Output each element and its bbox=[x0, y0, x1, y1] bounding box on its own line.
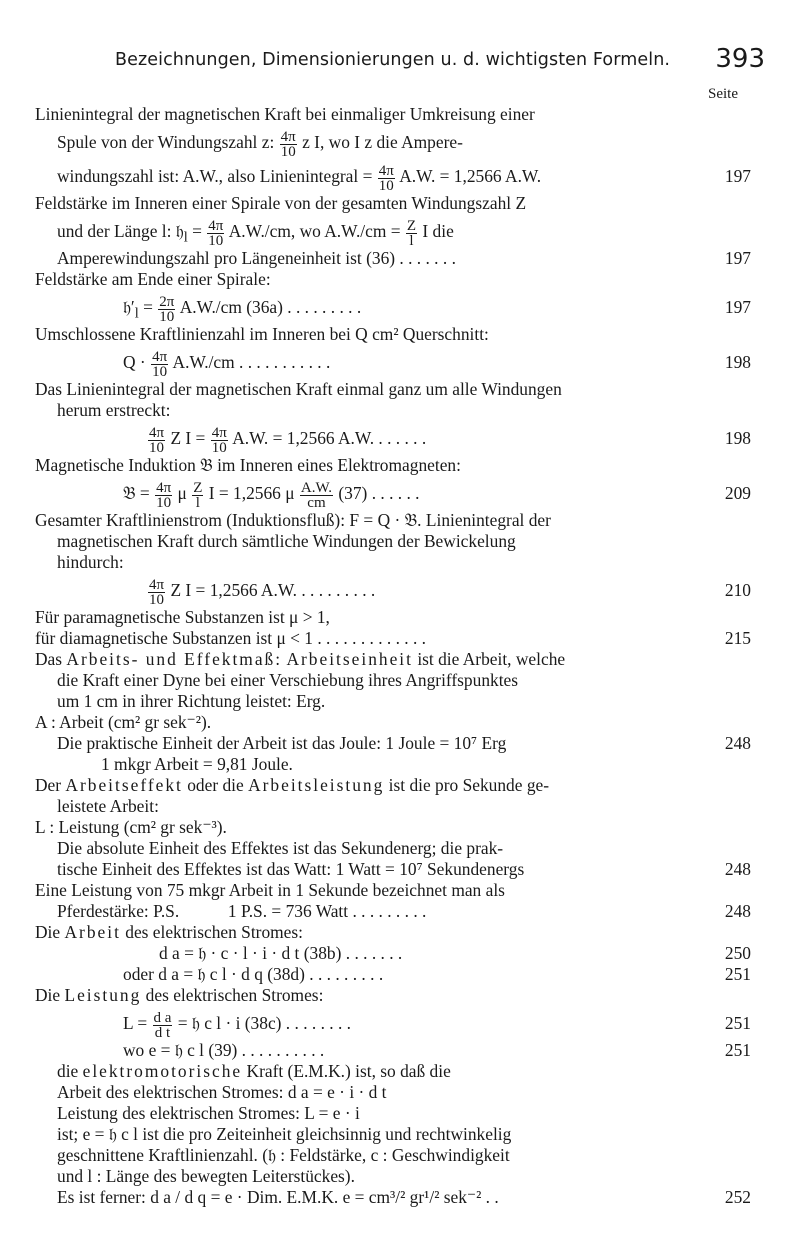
page-ref: 248 bbox=[724, 901, 751, 921]
text-line: und l : Länge des bewegten Leiterstückes). bbox=[57, 1166, 355, 1186]
fraction: $\frac{4\pi}{10}$ bbox=[211, 424, 227, 456]
text-line: und der Länge l: 𝔥$_l$ = $\frac{4\pi}{10}$ A.W./cm, wo A.W./cm = $\frac{Z}{l}$ I die bbox=[57, 217, 454, 249]
page-ref: 197 bbox=[724, 166, 751, 186]
entry-line: windungszahl ist: A.W., also Linienintegral = $\frac{4\pi}{10}$ A.W. = 1,2566 A.W. 197 bbox=[35, 159, 751, 193]
page-ref: 248 bbox=[724, 859, 751, 879]
text-line: die elektromotorische Kraft (E.M.K.) ist, so daß die bbox=[57, 1061, 451, 1081]
text-line: leistete Arbeit: bbox=[57, 796, 159, 816]
text-line: Eine Leistung von 75 mkgr Arbeit in 1 Sekunde bezeichnet man als bbox=[35, 880, 505, 900]
text-line: Der Arbeitseffekt oder die Arbeitsleistung ist die pro Sekunde ge- bbox=[35, 775, 550, 795]
page-ref: 198 bbox=[724, 352, 751, 372]
text-line: A : Arbeit (cm² gr sek⁻²). bbox=[35, 712, 212, 732]
fraction: $\frac{2\pi}{10}$ bbox=[159, 293, 175, 325]
text-line: L : Leistung (cm² gr sek⁻³). bbox=[35, 817, 227, 837]
page-ref: 198 bbox=[724, 428, 751, 448]
text-line: geschnittene Kraftlinienzahl. (𝔥 : Feldstärke, c : Geschwindigkeit bbox=[57, 1145, 510, 1165]
text-line: Die Leistung des elektrischen Stromes: bbox=[35, 985, 324, 1005]
page-ref: 197 bbox=[724, 297, 751, 317]
fraction: $\frac{4\pi}{10}$ bbox=[152, 348, 168, 380]
entry-line: Amperewindungszahl pro Längeneinheit ist (36) . . . . . . . 197 bbox=[57, 248, 751, 268]
entry-line: Die praktische Einheit der Arbeit ist das Joule: 1 Joule = 10⁷ Erg 248 bbox=[57, 733, 751, 753]
text-line: Feldstärke im Inneren einer Spirale von der gesamten Windungszahl Z bbox=[35, 193, 527, 213]
page-ref: 251 bbox=[724, 1040, 751, 1060]
text-line: Die absolute Einheit des Effektes ist das Sekundenerg; die prak- bbox=[57, 838, 504, 858]
entry-line: L = $\frac{\text{d a}}{\text{d t}}$ = 𝔥 c l · i (38c) . . . . . . . . 251 bbox=[35, 1006, 751, 1040]
page-ref: 252 bbox=[724, 1187, 751, 1207]
text-line: Spule von der Windungszahl z: $\frac{4\pi}{10}$ z I, wo I z die Ampere- bbox=[57, 128, 463, 160]
text-line: Linienintegral der magnetischen Kraft bei einmaliger Umkreisung einer bbox=[35, 104, 535, 124]
entry-line: für diamagnetische Substanzen ist μ < 1 . . . . . . . . . . . . . 215 bbox=[35, 628, 751, 648]
column-label: Seite bbox=[708, 86, 738, 102]
text-line: die Kraft einer Dyne bei einer Verschiebung ihres Angriffspunktes bbox=[57, 670, 519, 690]
page-ref: 215 bbox=[724, 628, 751, 648]
text-line: hindurch: bbox=[57, 552, 124, 572]
text-line: Für paramagnetische Substanzen ist μ > 1, bbox=[35, 607, 330, 627]
fraction: $\frac{A.W.}{cm}$ bbox=[300, 479, 333, 511]
entry-line: $𝔥'_l$ = $\frac{2\pi}{10}$ A.W./cm (36a) . . . . . . . . . 197 bbox=[35, 290, 751, 324]
fraction: $\frac{Z}{l}$ bbox=[406, 217, 417, 249]
fraction: $\frac{4\pi}{10}$ bbox=[378, 162, 394, 194]
text-line: Magnetische Induktion 𝔅 im Inneren eines Elektromagneten: bbox=[35, 455, 461, 475]
text-line: herum erstreckt: bbox=[57, 400, 171, 420]
text-line: Gesamter Kraftlinienstrom (Induktionsfluß): F = Q · 𝔅. Linienintegral der bbox=[35, 510, 551, 530]
formula-index bbox=[35, 104, 751, 1208]
page-ref: 197 bbox=[724, 248, 751, 268]
entry-line: tische Einheit des Effektes ist das Watt: 1 Watt = 10⁷ Sekundenergs 248 bbox=[57, 859, 751, 879]
text-line: Das Linienintegral der magnetischen Kraft einmal ganz um alle Windungen bbox=[35, 379, 562, 399]
entry-line: $\frac{4\pi}{10}$ Z I = 1,2566 A.W. . . . . . . . . . 210 bbox=[35, 573, 751, 607]
fraction: $\frac{4\pi}{10}$ bbox=[208, 217, 224, 249]
fraction: $\frac{4\pi}{10}$ bbox=[149, 424, 165, 456]
fraction: $\frac{4\pi}{10}$ bbox=[149, 576, 165, 608]
page-ref: 209 bbox=[724, 483, 751, 503]
text-line: Feldstärke am Ende einer Spirale: bbox=[35, 269, 271, 289]
header-title: Bezeichnungen, Dimensionierungen u. d. wichtigsten Formeln. bbox=[115, 50, 671, 70]
entry-line: $\frac{4\pi}{10}$ Z I = $\frac{4\pi}{10}$ A.W. = 1,2566 A.W. . . . . . . 198 bbox=[35, 421, 751, 455]
fraction: $\frac{\text{d a}}{\text{d t}}$ bbox=[153, 1009, 172, 1041]
entry-line: wo e = 𝔥 c l (39) . . . . . . . . . . 251 bbox=[123, 1040, 751, 1060]
entry-line: Pferdestärke: P.S. 1 P.S. = 736 Watt . . . . . . . . . 248 bbox=[57, 901, 751, 921]
page-ref: 250 bbox=[724, 943, 751, 963]
entry-line: 𝔅 = $\frac{4\pi}{10}$ μ $\frac{Z}{l}$ I = 1,2566 μ $\frac{A.W.}{cm}$ (37) . . . . . . 209 bbox=[35, 476, 751, 510]
page-ref: 251 bbox=[724, 1013, 751, 1033]
page-number: 393 bbox=[715, 44, 765, 74]
text-line: Arbeit des elektrischen Stromes: d a = e · i · d t bbox=[57, 1082, 387, 1102]
text-line: 1 mkgr Arbeit = 9,81 Joule. bbox=[101, 754, 293, 774]
fraction: $\frac{4\pi}{10}$ bbox=[280, 128, 296, 160]
text-line: magnetischen Kraft durch sämtliche Windungen der Bewickelung bbox=[57, 531, 516, 551]
text-line: ist; e = 𝔥 c l ist die pro Zeiteinheit gleichsinnig und rechtwinkelig bbox=[57, 1124, 512, 1144]
text-line: Leistung des elektrischen Stromes: L = e · i bbox=[57, 1103, 360, 1123]
running-header bbox=[115, 44, 765, 74]
text-line: Das Arbeits- und Effektmaß: Arbeitseinheit ist die Arbeit, welche bbox=[35, 649, 566, 669]
page-ref: 210 bbox=[724, 580, 751, 600]
entry-line: Es ist ferner: d a / d q = e · Dim. E.M.K. e = cm³/² gr¹/² sek⁻² . . 252 bbox=[57, 1187, 751, 1207]
text-line: Umschlossene Kraftlinienzahl im Inneren bei Q cm² Querschnitt: bbox=[35, 324, 489, 344]
page-ref: 251 bbox=[724, 964, 751, 984]
text-line: um 1 cm in ihrer Richtung leistet: Erg. bbox=[57, 691, 326, 711]
entry-line: Q · $\frac{4\pi}{10}$ A.W./cm . . . . . . . . . . . 198 bbox=[35, 345, 751, 379]
fraction: $\frac{4\pi}{10}$ bbox=[156, 479, 172, 511]
fraction: $\frac{Z}{l}$ bbox=[193, 479, 203, 511]
text-line: Die Arbeit des elektrischen Stromes: bbox=[35, 922, 303, 942]
page-ref: 248 bbox=[724, 733, 751, 753]
entry-line: d a = 𝔥 · c · l · i · d t (38b) . . . . . . . 250 bbox=[159, 943, 751, 963]
entry-line: oder d a = 𝔥 c l · d q (38d) . . . . . . . . . 251 bbox=[123, 964, 751, 984]
